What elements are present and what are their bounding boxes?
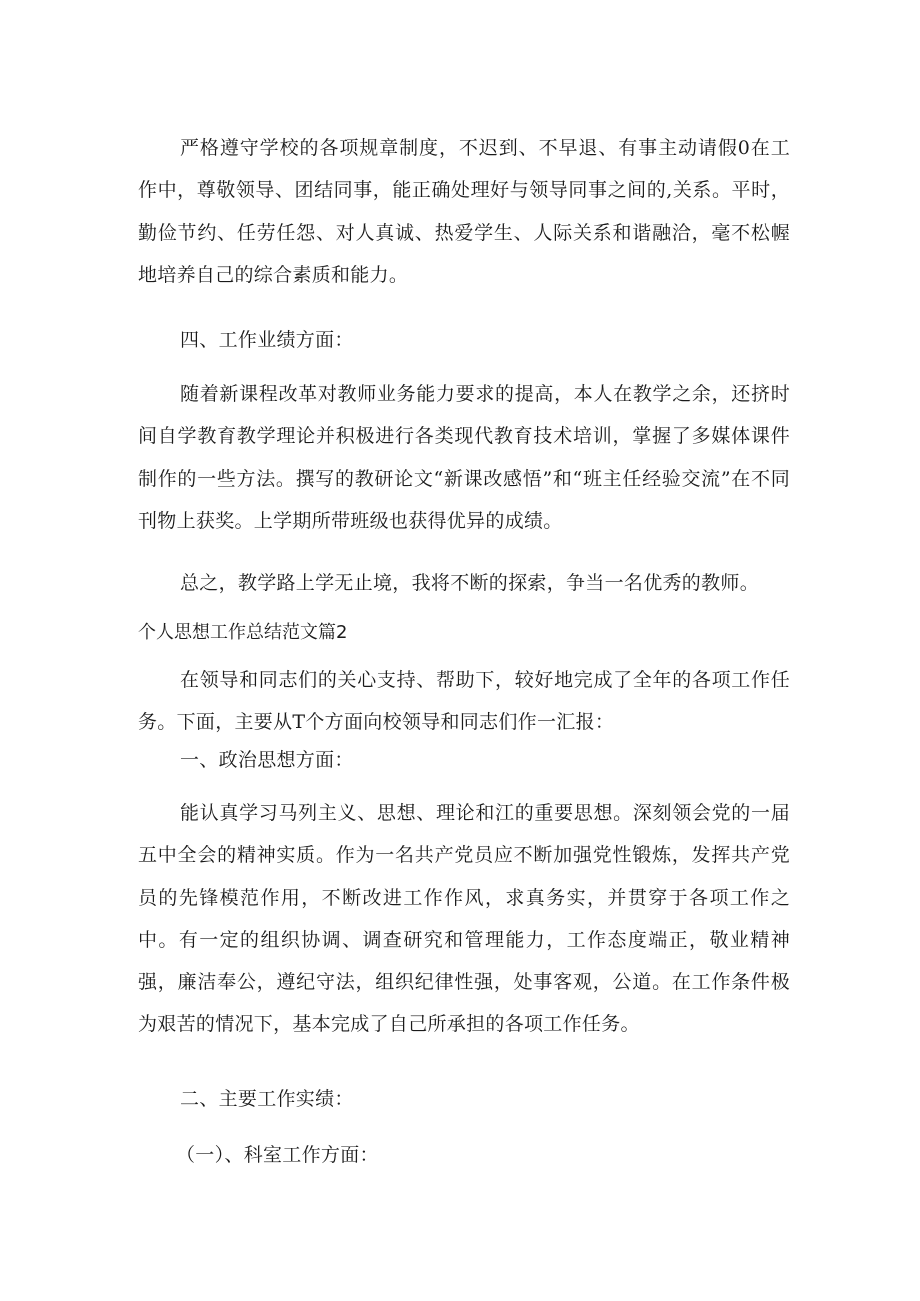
section-heading-political-thought: 一、政治思想方面： [180,749,354,771]
paragraph-discipline: 严格遵守学校的各项规章制度，不迟到、不早退、有事主动请假0在工作中，尊敬领导、团结同事，能正确处理好与领导同事之间的,关系。平时，勤俭节约、任劳任怨、对人真诚、热爱学生、人际关系和谐融洽，毫不松幄地培养自己的综合素质和能力。 [138,137,790,286]
paragraph-introduction: 在领导和同志们的关心支持、帮助下，较好地完成了全年的各项工作任务。下面，主要从T个方面向校领导和同志们作一汇报： [138,669,790,734]
paragraph-achievements: 随着新课程改革对教师业务能力要求的提高，本人在教学之余，还挤时间自学教育教学理论并积极进行各类现代教育技术培训，掌握了多媒体课件制作的一些方法。撰写的教研论文“新课改感悟”和“班主任经验交流”在不同刊物上获奖。上学期所带班级也获得优异的成绩。 [138,383,790,532]
section-heading-main-achievements: 二、主要工作实绩： [180,1088,354,1110]
document-title-part-2: 个人思想工作总结范文篇2 [138,622,348,643]
paragraph-conclusion: 总之，教学路上学无止境，我将不断的探索，争当一名优秀的教师。 [180,572,760,594]
paragraph-political-thought: 能认真学习马列主义、思想、理论和江的重要思想。深刻领会党的一届五中全会的精神实质。作为一名共产党员应不断加强党性锻炼，发挥共产党员的先锋模范作用，不断改进工作作风，求真务实，并贯穿于各项工作之中。有一定的组织协调、调查研究和管理能力，工作态度端正，敬业精神强，廉洁奉公，遵纪守法，组织纪律性强，处事客观，公道。在工作条件极为艰苦的情况下，基本完成了自己所承担的各项工作任务。 [138,802,790,1036]
section-heading-work-achievements: 四、工作业绩方面： [180,329,354,351]
subsection-heading-department-work: （一）、科室工作方面： [176,1144,379,1166]
